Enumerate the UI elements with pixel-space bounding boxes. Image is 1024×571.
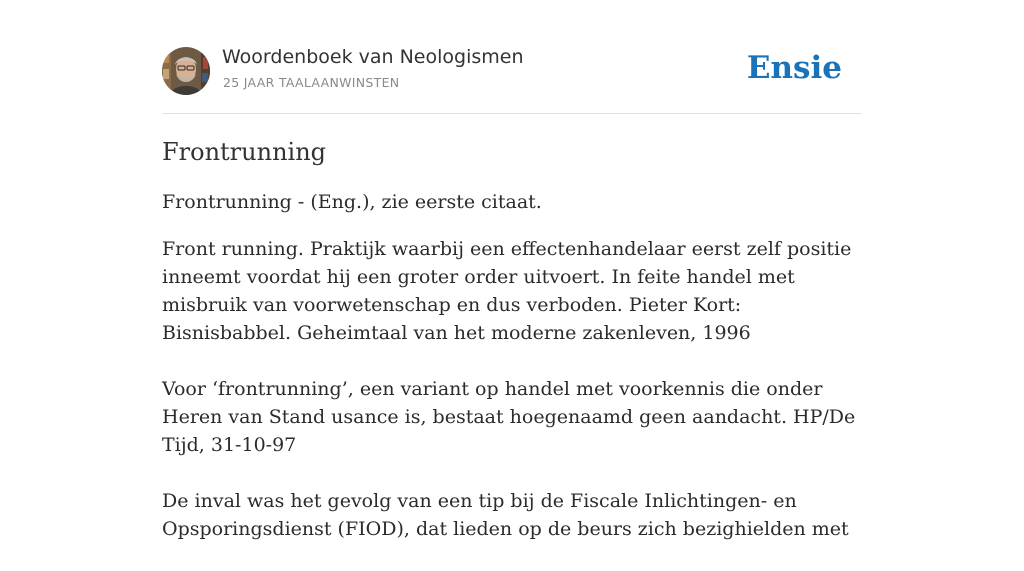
quote-paragraph: De inval was het gevolg van een tip bij de Fiscale Inlichtingen- en Opsporingsdienst (FIOD), dat lieden op de beurs zich bezighielden met	[162, 490, 849, 540]
entry-title: Frontrunning	[162, 138, 327, 166]
quote-paragraph: Voor ‘frontrunning’, een variant op handel met voorkennis die onder Heren van Stand usance is, bestaat hoegenaamd geen aandacht. HP/De Tijd, 31-10-97	[162, 378, 856, 456]
site-subtitle: 25 JAAR TAALAANWINSTEN	[223, 75, 400, 90]
entry-quotes	[162, 235, 862, 543]
header-divider	[162, 113, 862, 114]
author-portrait-icon	[162, 47, 210, 95]
site-title[interactable]: Woordenboek van Neologismen	[222, 46, 524, 68]
quote-paragraph: Front running. Praktijk waarbij een effectenhandelaar eerst zelf positie inneemt voordat hij een groter order uitvoert. In feite handel met misbruik van voorwetenschap en dus verboden. Pieter Kort: Bisnisbabbel. Geheimtaal van het moderne zakenleven, 1996	[162, 238, 852, 344]
author-avatar[interactable]	[162, 47, 210, 95]
site-header	[162, 46, 862, 96]
ensie-logo-link[interactable]: Ensie	[746, 50, 842, 86]
entry-content	[162, 136, 862, 571]
entry-definition: Frontrunning - (Eng.), zie eerste citaat.	[162, 191, 542, 213]
